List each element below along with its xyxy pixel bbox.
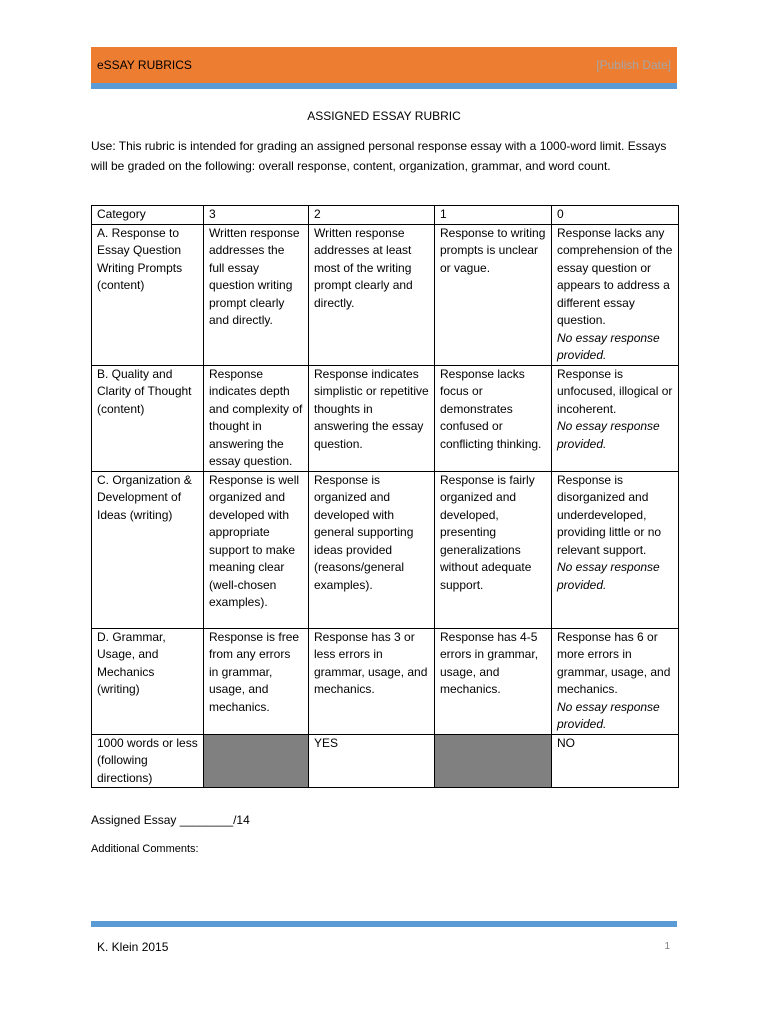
score-2-cell: Response indicates simplistic or repetitive thoughts in answering the essay question. <box>309 365 435 471</box>
category-cell: A. Response to Essay Question Writing Prompts (content) <box>92 224 204 365</box>
score-2-cell: YES <box>309 734 435 788</box>
header-score-0: 0 <box>552 206 679 225</box>
header-title: eSSAY RUBRICS <box>97 58 192 72</box>
no-response-note: No essay response provided. <box>557 560 660 592</box>
table-header-row <box>92 206 679 225</box>
footer-divider <box>91 921 677 927</box>
score-0-text: Response is disorganized and underdeveloped, providing little or no relevant support. <box>557 472 662 557</box>
comments-label: Additional Comments: <box>91 843 199 855</box>
score-1-cell: Response is fairly organized and developed, presenting generalizations without adequate support. <box>435 471 552 628</box>
score-3-cell: Response indicates depth and complexity of thought in answering the essay question. <box>204 365 309 471</box>
score-0-cell <box>552 224 679 365</box>
header-divider <box>91 83 677 89</box>
score-3-cell: Written response addresses the full essay question writing prompt clearly and directly. <box>204 224 309 365</box>
header-category: Category <box>92 206 204 225</box>
score-1-cell: Response to writing prompts is unclear or vague. <box>435 224 552 365</box>
score-2-cell: Written response addresses at least most of the writing prompt clearly and directly. <box>309 224 435 365</box>
score-2-cell: Response has 3 or less errors in grammar, usage, and mechanics. <box>309 628 435 734</box>
no-response-note: No essay response provided. <box>557 699 660 731</box>
header-score-2: 2 <box>309 206 435 225</box>
score-2-cell: Response is organized and developed with general supporting ideas provided (reasons/general examples). <box>309 471 435 628</box>
score-1-cell: Response has 4-5 errors in grammar, usage, and mechanics. <box>435 628 552 734</box>
no-response-note: No essay response provided. <box>557 419 660 451</box>
score-line: Assigned Essay ________/14 <box>91 813 250 827</box>
score-3-cell: Response is well organized and developed with appropriate support to make meaning clear (well-chosen examples). <box>204 471 309 628</box>
score-0-cell <box>552 628 679 734</box>
header-band <box>91 47 677 83</box>
table-row <box>92 224 679 365</box>
score-0-text: Response is unfocused, illogical or incoherent. <box>557 366 673 416</box>
header-score-1: 1 <box>435 206 552 225</box>
footer-author: K. Klein 2015 <box>97 940 169 954</box>
table-row <box>92 628 679 734</box>
intro-paragraph: Use: This rubric is intended for grading an assigned personal response essay with a 1000-word limit. Essays will be graded on the following: overall response, content, organization, grammar, and word count. <box>91 139 667 173</box>
score-0-cell: NO <box>552 734 679 788</box>
page-number: 1 <box>664 941 670 952</box>
table-row <box>92 471 679 628</box>
publish-date-placeholder[interactable]: [Publish Date] <box>596 58 671 72</box>
shaded-cell <box>204 734 309 788</box>
score-3-cell: Response is free from any errors in grammar, usage, and mechanics. <box>204 628 309 734</box>
score-0-cell <box>552 471 679 628</box>
score-1-cell: Response lacks focus or demonstrates confused or conflicting thinking. <box>435 365 552 471</box>
score-0-cell <box>552 365 679 471</box>
score-0-text: Response lacks any comprehension of the essay question or appears to address a different essay question. <box>557 225 673 327</box>
shaded-cell <box>435 734 552 788</box>
category-cell: D. Grammar, Usage, and Mechanics (writing) <box>92 628 204 734</box>
no-response-note: No essay response provided. <box>557 330 660 362</box>
category-cell: B. Quality and Clarity of Thought (content) <box>92 365 204 471</box>
header-score-3: 3 <box>204 206 309 225</box>
category-cell: C. Organization & Development of Ideas (writing) <box>92 471 204 628</box>
score-0-text: Response has 6 or more errors in grammar, usage, and mechanics. <box>557 629 671 696</box>
table-row <box>92 734 679 788</box>
table-row <box>92 365 679 471</box>
category-cell: 1000 words or less (following directions) <box>92 734 204 788</box>
document-title: ASSIGNED ESSAY RUBRIC <box>307 109 461 123</box>
rubric-table <box>91 205 679 788</box>
